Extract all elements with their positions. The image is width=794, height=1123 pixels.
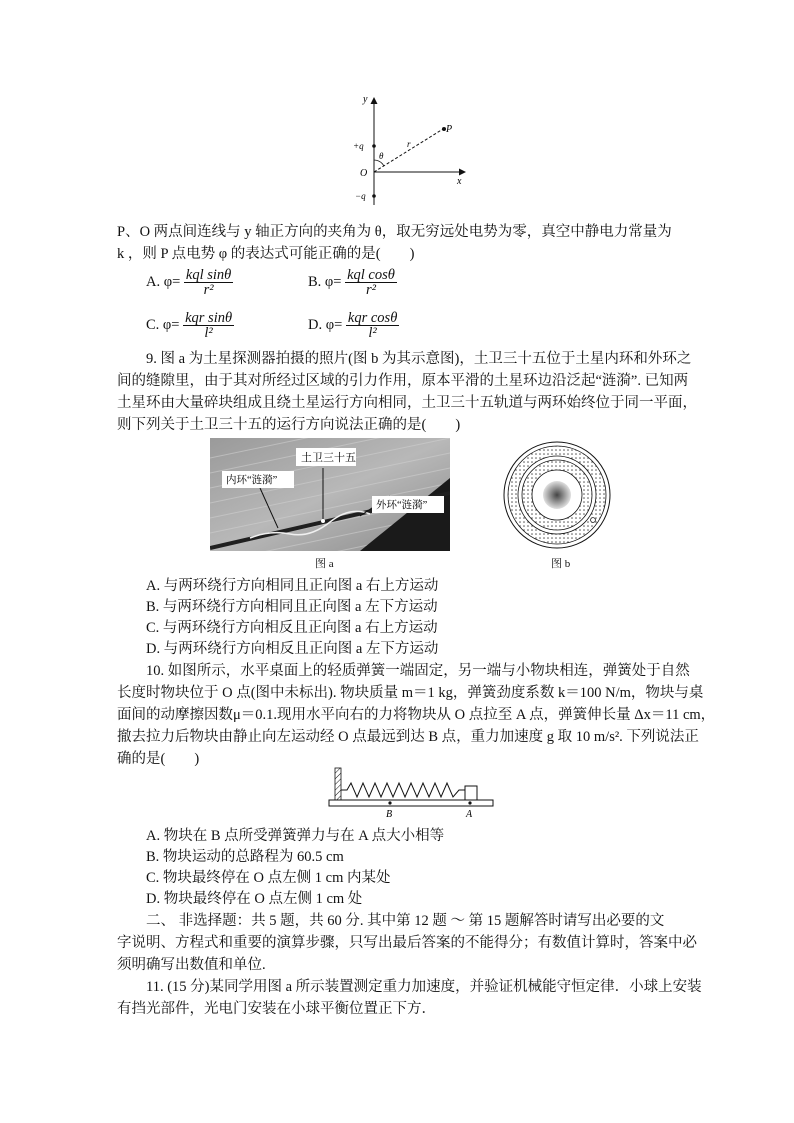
q8-option-a-denominator: r² <box>203 282 214 298</box>
q8-option-a-label: A. φ= <box>146 273 181 290</box>
saturn-ring-photo <box>210 438 450 551</box>
plus-charge-dot <box>372 144 376 148</box>
plus-q-label: +q <box>353 141 364 151</box>
point-b-dot <box>388 801 391 804</box>
q9-line1: 9. 图 a 为土星探测器拍摄的照片(图 b 为其示意图)，土卫三十五位于土星内环和外环之 <box>146 351 692 367</box>
minus-charge-dot <box>372 194 376 198</box>
wall <box>335 768 341 800</box>
q10-line1: 10. 如图所示，水平桌面上的轻质弹簧一端固定，另一端与小物块相连，弹簧处于自然 <box>146 663 690 679</box>
q10-line2: 长度时物块位于 O 点(图中未标出). 物块质量 m＝1 kg，弹簧劲度系数 k＝100 N/m，物块与桌 <box>117 685 704 701</box>
point-b-label: B <box>386 809 393 820</box>
y-axis-label: y <box>363 94 368 105</box>
q8-option-c <box>146 311 234 340</box>
moon-marker <box>591 518 596 523</box>
section2-line2: 字说明、方程式和重要的演算步骤，只写出最后答案的不能得分；有数值计算时，答案中必 <box>117 935 697 951</box>
q8-stem-line2: k ，则 P 点电势 φ 的表达式可能正确的是( ) <box>117 246 415 262</box>
q8-option-b-numerator: kql cosθ <box>347 267 395 283</box>
origin-label: O <box>360 168 368 179</box>
q10-option-a: A. 物块在 B 点所受弹簧弹力与在 A 点大小相等 <box>146 828 445 844</box>
q8-option-a-numerator: kql sinθ <box>185 267 232 283</box>
point-a-dot <box>468 801 471 804</box>
x-axis-label: x <box>457 176 462 187</box>
q8-option-d-denominator: l² <box>368 325 377 341</box>
r-label: r <box>407 139 411 149</box>
q8-option-c-denominator: l² <box>204 325 213 341</box>
spring <box>341 783 465 797</box>
q8-option-a-fraction <box>184 268 233 297</box>
figure-b-caption: 图 b <box>551 558 571 570</box>
q9-option-a: A. 与两环绕行方向相同且正向图 a 右上方运动 <box>146 578 439 594</box>
dipole-figure <box>345 92 475 210</box>
q8-option-d-numerator: kqr cosθ <box>347 310 398 326</box>
moon-label: 土卫三十五 <box>301 452 356 464</box>
ring-schematic <box>502 440 612 550</box>
q10-line5: 确的是( ) <box>117 751 200 767</box>
q8-option-c-label: C. φ= <box>146 316 180 333</box>
q8-option-a <box>146 268 233 297</box>
figure-a-caption: 图 a <box>315 558 334 570</box>
block <box>465 786 477 800</box>
q9-option-d: D. 与两环绕行方向相反且正向图 a 左下方运动 <box>146 641 439 657</box>
q8-option-b-label: B. φ= <box>308 273 342 290</box>
moon-dot <box>321 519 325 523</box>
inner-ripple-label: 内环“涟漪” <box>226 475 278 486</box>
section2-line3: 须明确写出数值和单位. <box>117 957 266 973</box>
q8-option-c-fraction <box>183 311 234 340</box>
q10-option-c: C. 物块最终停在 O 点左侧 1 cm 内某处 <box>146 870 391 886</box>
q9-line2: 间的缝隙里，由于其对所经过区域的引力作用，原本平滑的土星环边沿泛起“涟漪”. 已知两 <box>117 373 689 389</box>
q9-line3: 土星环由大量碎块组成且绕土星运行方向相同，土卫三十五轨道与两环始终位于同一平面， <box>117 395 697 411</box>
q9-option-b: B. 与两环绕行方向相同且正向图 a 左下方运动 <box>146 599 438 615</box>
q8-option-b-fraction <box>345 268 397 297</box>
q8-option-b-denominator: r² <box>365 282 376 298</box>
q11-line2: 有挡光部件，光电门安装在小球平衡位置正下方． <box>117 1001 436 1017</box>
op-line <box>374 129 443 172</box>
section2-line1: 二、 非选择题：共 5 题，共 60 分. 其中第 12 题 ～ 第 15 题解答时请写出必要的文 <box>146 913 665 929</box>
q8-option-d-fraction <box>346 311 399 340</box>
outer-ripple-label: 外环“涟漪” <box>376 500 428 511</box>
q8-option-d-label: D. φ= <box>308 316 343 333</box>
q10-line4: 撤去拉力后物块由静止向左运动经 O 点最远到达 B 点，重力加速度 g 取 10 m/s². 下列说法正 <box>117 729 699 745</box>
minus-q-label: −q <box>355 191 366 201</box>
theta-label: θ <box>379 151 384 161</box>
q11-line1: 11. (15 分)某同学用图 a 所示装置测定重力加速度，并验证机械能守恒定律．小球上安装 <box>146 979 702 995</box>
q9-line4: 则下列关于土卫三十五的运行方向说法正确的是( ) <box>117 417 461 433</box>
q8-stem-line1: P、O 两点间连线与 y 轴正方向的夹角为 θ，取无穷远处电势为零，真空中静电力常量为 <box>117 224 672 240</box>
q10-line3: 面间的动摩擦因数μ＝0.1.现用水平向右的力将物块从 O 点拉至 A 点，弹簧伸长量 Δx＝11 cm， <box>117 707 716 723</box>
point-a-label: A <box>466 809 473 820</box>
spring-figure <box>325 766 497 820</box>
q8-option-c-numerator: kqr sinθ <box>185 310 233 326</box>
table-top <box>329 800 493 806</box>
q8-option-b <box>308 268 397 297</box>
q8-option-d <box>308 311 399 340</box>
q9-option-c: C. 与两环绕行方向相反且正向图 a 右上方运动 <box>146 620 438 636</box>
point-p-label: P <box>446 124 453 135</box>
q10-option-d: D. 物块最终停在 O 点左侧 1 cm 处 <box>146 891 363 907</box>
saturn-planet <box>543 481 571 509</box>
q10-option-b: B. 物块运动的总路程为 60.5 cm <box>146 849 344 865</box>
